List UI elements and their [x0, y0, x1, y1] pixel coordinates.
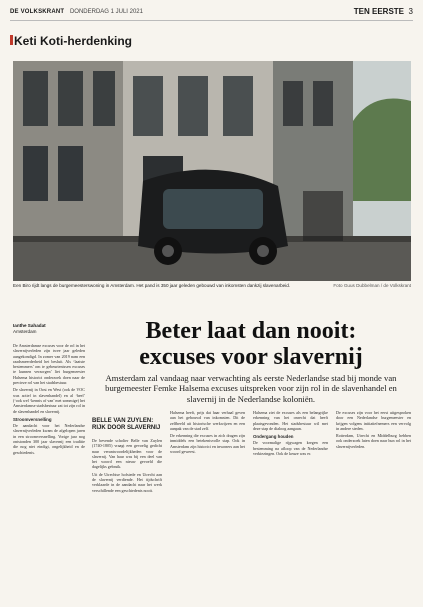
subheading: Ondergang houden	[253, 434, 294, 440]
issue-date: DONDERDAG 1 JULI 2021	[69, 9, 143, 15]
lead-photo	[13, 61, 411, 281]
paragraph: De excuses zijn voor het eerst uitgesproken door een Nederlandse burgemeester en krijgen volgens initiatiefnemers een vervolg in andere steden.	[336, 410, 411, 431]
dateline: Amsterdam	[13, 329, 37, 334]
headline	[92, 318, 410, 370]
subheading: Stroomversnelling	[13, 416, 52, 422]
article-column-3	[170, 410, 245, 601]
paragraph: De aandacht voor het Nederlandse slavernijverleden kwam de afgelopen jaren in een stroomversnelling. Vorige jaar nog ontstonden 300 jaar slavernij een traditie die nog niet eindigt, ongelijkheid en de geschiedenis.	[13, 423, 85, 455]
author-name: Ianthe Sahadat	[13, 323, 46, 328]
paragraph: Rotterdam, Utrecht en Middelburg hebben ook onderzoek laten doen naar hun rol in het slavernijverleden.	[336, 433, 411, 449]
photo-caption	[13, 283, 411, 293]
kicker-accent-bar	[10, 35, 13, 45]
paragraph: De slavernij in Oost en West (ook de VOC was actief in slavenhandel) en al ‘heel’ (‘ook wel ‘kennis of van’ met sommige) het Amsterdamse stadsbestuur zat tot zijn rol in de slavenhandel en slavernij.	[13, 387, 85, 414]
article-column-5	[336, 410, 411, 601]
article-column-4	[253, 410, 328, 601]
paragraph: De erkenning die excuses in zich dragen zijn inmiddels een betekenisvolle stap. Ook in Amsterdam zijn historici en inwoners aan het woord geweest.	[170, 433, 245, 455]
newspaper-name: DE VOLKSKRANT	[10, 9, 65, 15]
headline-line-1: Beter laat dan nooit:	[145, 318, 357, 344]
headline-line-2: excuses voor slavernij	[139, 344, 363, 370]
caption-text: Een Biro rijdt langs de burgemeesterswoning in Amsterdam. Het pand is 350 jaar geleden gebouwd van inkomsten dankzij slavenarbeid.	[13, 283, 291, 288]
masthead	[10, 6, 413, 21]
sidebar-heading-line-1: BELLE VAN ZUYLEN:	[92, 418, 154, 424]
standfirst: Amsterdam zal vandaag naar verwachting als eerste Nederlandse stad bij monde van burgemeester Femke Halsema excuses uitspreken voor zijn rol in de slavenhandel en slavernij in de Nederlandse koloniën.	[105, 373, 397, 404]
page-number: 3	[408, 7, 413, 16]
byline	[13, 323, 83, 335]
kicker-heading: Keti Koti-herdenking	[14, 34, 133, 48]
article-column-2	[92, 438, 162, 601]
section-name: TEN EERSTE	[353, 7, 404, 16]
paragraph: De Amsterdamse excuses voor de rol in het slavernijverleden zijn twee jaar geleden aangekondigd. In zomer van 2019 nam een raadsmeerderheid het besluit. Als ‘laatste bestemmers’ om te gebeurtenissen excuses te kunnen verzorgen’ liet burgemeester Halsema historici onderzoek doen naar de precieze rol van het stadsbestuur.	[13, 343, 85, 386]
paragraph: De bevende scholier Belle van Zuylen (1740-1805) vraagt een gevoelig gedicht naar verantwoordelijkheden voor de slavernij. Van haar was bij een deel van het woord een nieuw gevoeld die dagelijks gebruik.	[92, 438, 162, 470]
sidebar-box-heading	[92, 418, 162, 432]
street-photo-icon	[13, 61, 411, 281]
sidebar-heading-line-2: RIJK DOOR SLAVERNIJ	[92, 425, 161, 431]
paragraph: Uit de Utrechtse hofstede en Utrecht aan de slavernij verdiende. Het tijdschrift verklaarde in de aandacht naar het werk verschillende een geschiedenis nooit.	[92, 471, 162, 493]
paragraph: Halsema heeft, prijs dat haar verhaal geven aan het gebouwd van inkomsten. Dit de zelfbeeld uit historische werkwijzen en een aanpak van de stad zelf.	[170, 410, 245, 431]
photo-credit: Foto Guus Dubbelman / de Volkskrant	[333, 283, 411, 288]
paragraph: De voormalige rijgwagen kregen een bestemming na afloop van de Nederlandse verkiezingen. Ook de keuze was er.	[253, 440, 328, 457]
article-column-1	[13, 343, 85, 601]
paragraph: Halsema ziet de excuses als een belangrijke erkenning van het onrecht dat heeft plaatsgevonden. Het stadsbestuur wil met deze stap de dialoog aangaan.	[253, 410, 328, 431]
